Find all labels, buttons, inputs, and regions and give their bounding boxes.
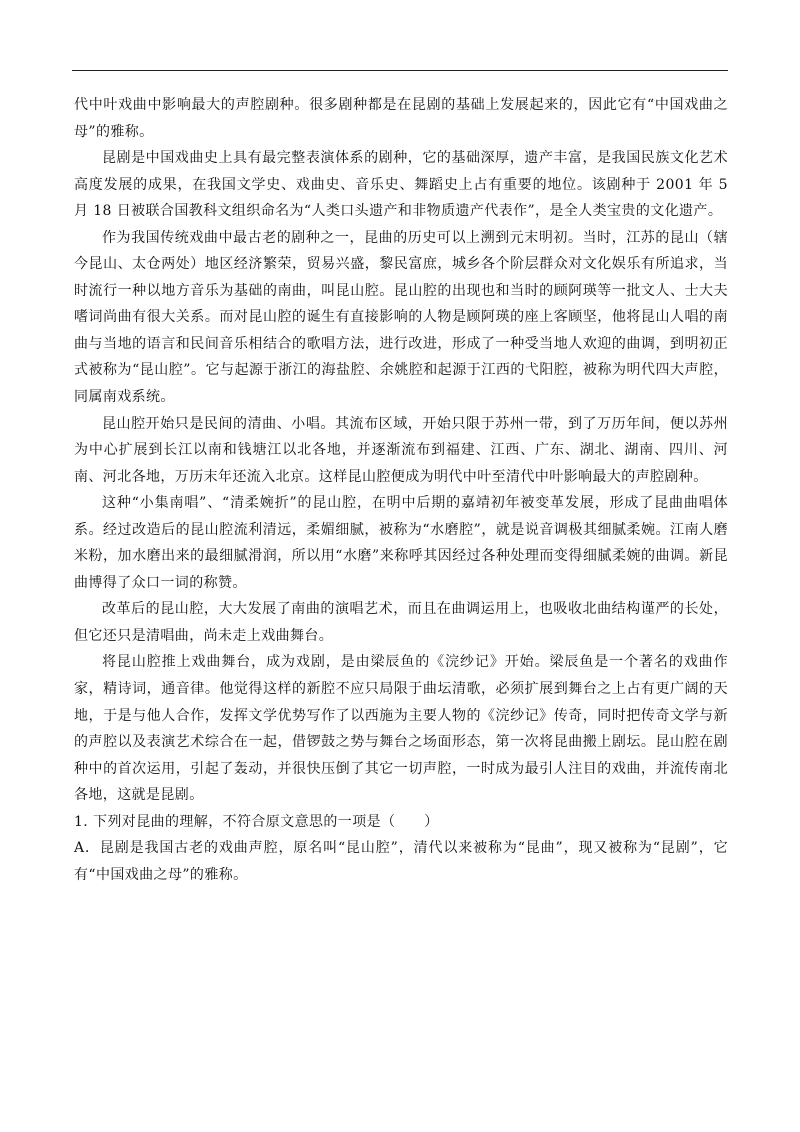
question-option-a: A．昆剧是我国古老的戏曲声腔，原名叫“昆山腔”，清代以来被称为“昆曲”，现又被称为“昆剧”，它有“中国戏曲之母”的雅称。 [74, 840, 728, 883]
paragraph: 改革后的昆山腔，大大发展了南曲的演唱艺术，而且在曲调运用上，也吸收北曲结构谨严的长处，但它还只是清唱曲，尚未走上戏曲舞台。 [74, 601, 728, 644]
question-stem: 1. 下列对昆曲的理解，不符合原文意思的一项是（ ） [74, 813, 439, 830]
paragraph: 昆剧是中国戏曲史上具有最完整表演体系的剧种，它的基础深厚，遗产丰富，是我国民族文化艺术高度发展的成果，在我国文学史、戏曲史、音乐史、舞蹈史上占有重要的地位。该剧种于 2001 年 5 月 18 日被联合国教科文组织命名为“人类口头遗产和非物质遗产代表作”，是全人类宝贵的文化遗产。 [74, 150, 728, 220]
article-body [74, 92, 728, 888]
paragraph: 这种“小集南唱”、“清柔婉折”的昆山腔，在明中后期的嘉靖初年被变革发展，形成了昆曲曲唱体系。经过改造后的昆山腔流利清远，柔媚细腻，被称为“水磨腔”，就是说音调极其细腻柔婉。江南人磨米粉，加水磨出来的最细腻滑润，所以用“水磨”来称呼其因经过各种处理而变得细腻柔婉的曲调。新昆曲博得了众口一词的称赞。 [74, 495, 728, 591]
paragraph: 代中叶戏曲中影响最大的声腔剧种。很多剧种都是在昆剧的基础上发展起来的，因此它有“中国戏曲之母”的雅称。 [74, 97, 728, 140]
paragraph: 昆山腔开始只是民间的清曲、小唱。其流布区域，开始只限于苏州一带，到了万历年间，便以苏州为中心扩展到长江以南和钱塘江以北各地，并逐渐流布到福建、江西、广东、湖北、湖南、四川、河南、河北各地，万历末年还流入北京。这样昆山腔便成为明代中叶至清代中叶影响最大的声腔剧种。 [74, 415, 728, 485]
header-rule [72, 70, 728, 71]
paragraph: 作为我国传统戏曲中最古老的剧种之一，昆曲的历史可以上溯到元末明初。当时，江苏的昆山（辖今昆山、太仓两处）地区经济繁荣，贸易兴盛，黎民富庶，城乡各个阶层群众对文化娱乐有所追求，当时流行一种以地方音乐为基础的南曲，叫昆山腔。昆山腔的出现也和当时的顾阿瑛等一批文人、士大夫嗜词尚曲有很大关系。而对昆山腔的诞生有直接影响的人物是顾阿瑛的座上客顾坚，他将昆山人唱的南曲与当地的语言和民间音乐相结合的歌唱方法，进行改进，形成了一种受当地人欢迎的曲调，到明初正式被称为“昆山腔”。它与起源于浙江的海盐腔、余姚腔和起源于江西的弋阳腔，被称为明代四大声腔，同属南戏系统。 [74, 229, 728, 406]
paragraph: 将昆山腔推上戏曲舞台，成为戏剧，是由梁辰鱼的《浣纱记》开始。梁辰鱼是一个著名的戏曲作家，精诗词，通音律。他觉得这样的新腔不应只局限于曲坛清歌，必须扩展到舞台之上占有更广阔的天地，于是与他人合作，发挥文学优势写作了以西施为主要人物的《浣纱记》传奇，同时把传奇文学与新的声腔以及表演艺术综合在一起，借锣鼓之势与舞台之场面形态，第一次将昆曲搬上剧坛。昆山腔在剧种中的首次运用，引起了轰动，并很快压倒了其它一切声腔，一时成为最引人注目的戏曲，并流传南北各地，这就是昆剧。 [74, 654, 728, 804]
